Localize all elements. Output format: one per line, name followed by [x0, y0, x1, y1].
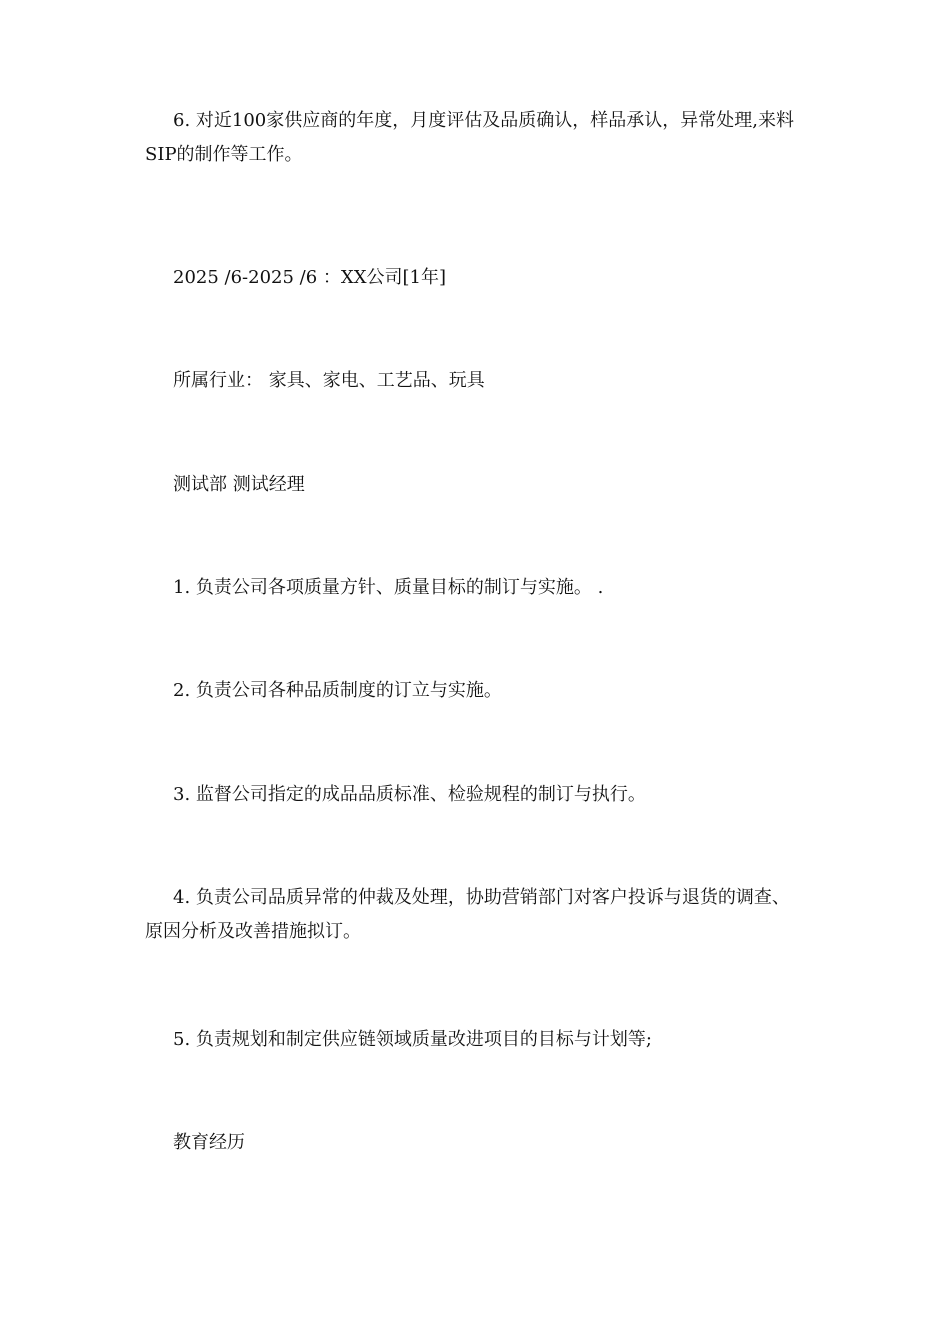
paragraph-industry: 所属行业： 家具、家电、工艺品、玩具: [173, 370, 485, 391]
paragraph-duty-1: 1. 负责公司各项质量方针、质量目标的制订与实施。 .: [173, 577, 604, 598]
paragraph-duty-2: 2. 负责公司各种品质制度的订立与实施。: [173, 680, 502, 701]
paragraph-duty-3: 3. 监督公司指定的成品品质标准、检验规程的制订与执行。: [173, 784, 646, 805]
paragraph-employment-period: 2025 /6-2025 /6 ：XX公司[1年]: [173, 267, 447, 288]
section-heading-education: 教育经历: [173, 1132, 245, 1153]
paragraph-department-title: 测试部 测试经理: [173, 474, 305, 495]
paragraph-duty-5: 5. 负责规划和制定供应链领域质量改进项目的目标与计划等;: [173, 1029, 652, 1050]
paragraph-supplier-evaluation: 6. 对近100家供应商的年度，月度评估及品质确认，样品承认，异常处理,来料SIP的制作等工作。: [145, 110, 794, 165]
paragraph-duty-4: 4. 负责公司品质异常的仲裁及处理，协助营销部门对客户投诉与退货的调查、原因分析及改善措施拟订。: [145, 887, 790, 942]
